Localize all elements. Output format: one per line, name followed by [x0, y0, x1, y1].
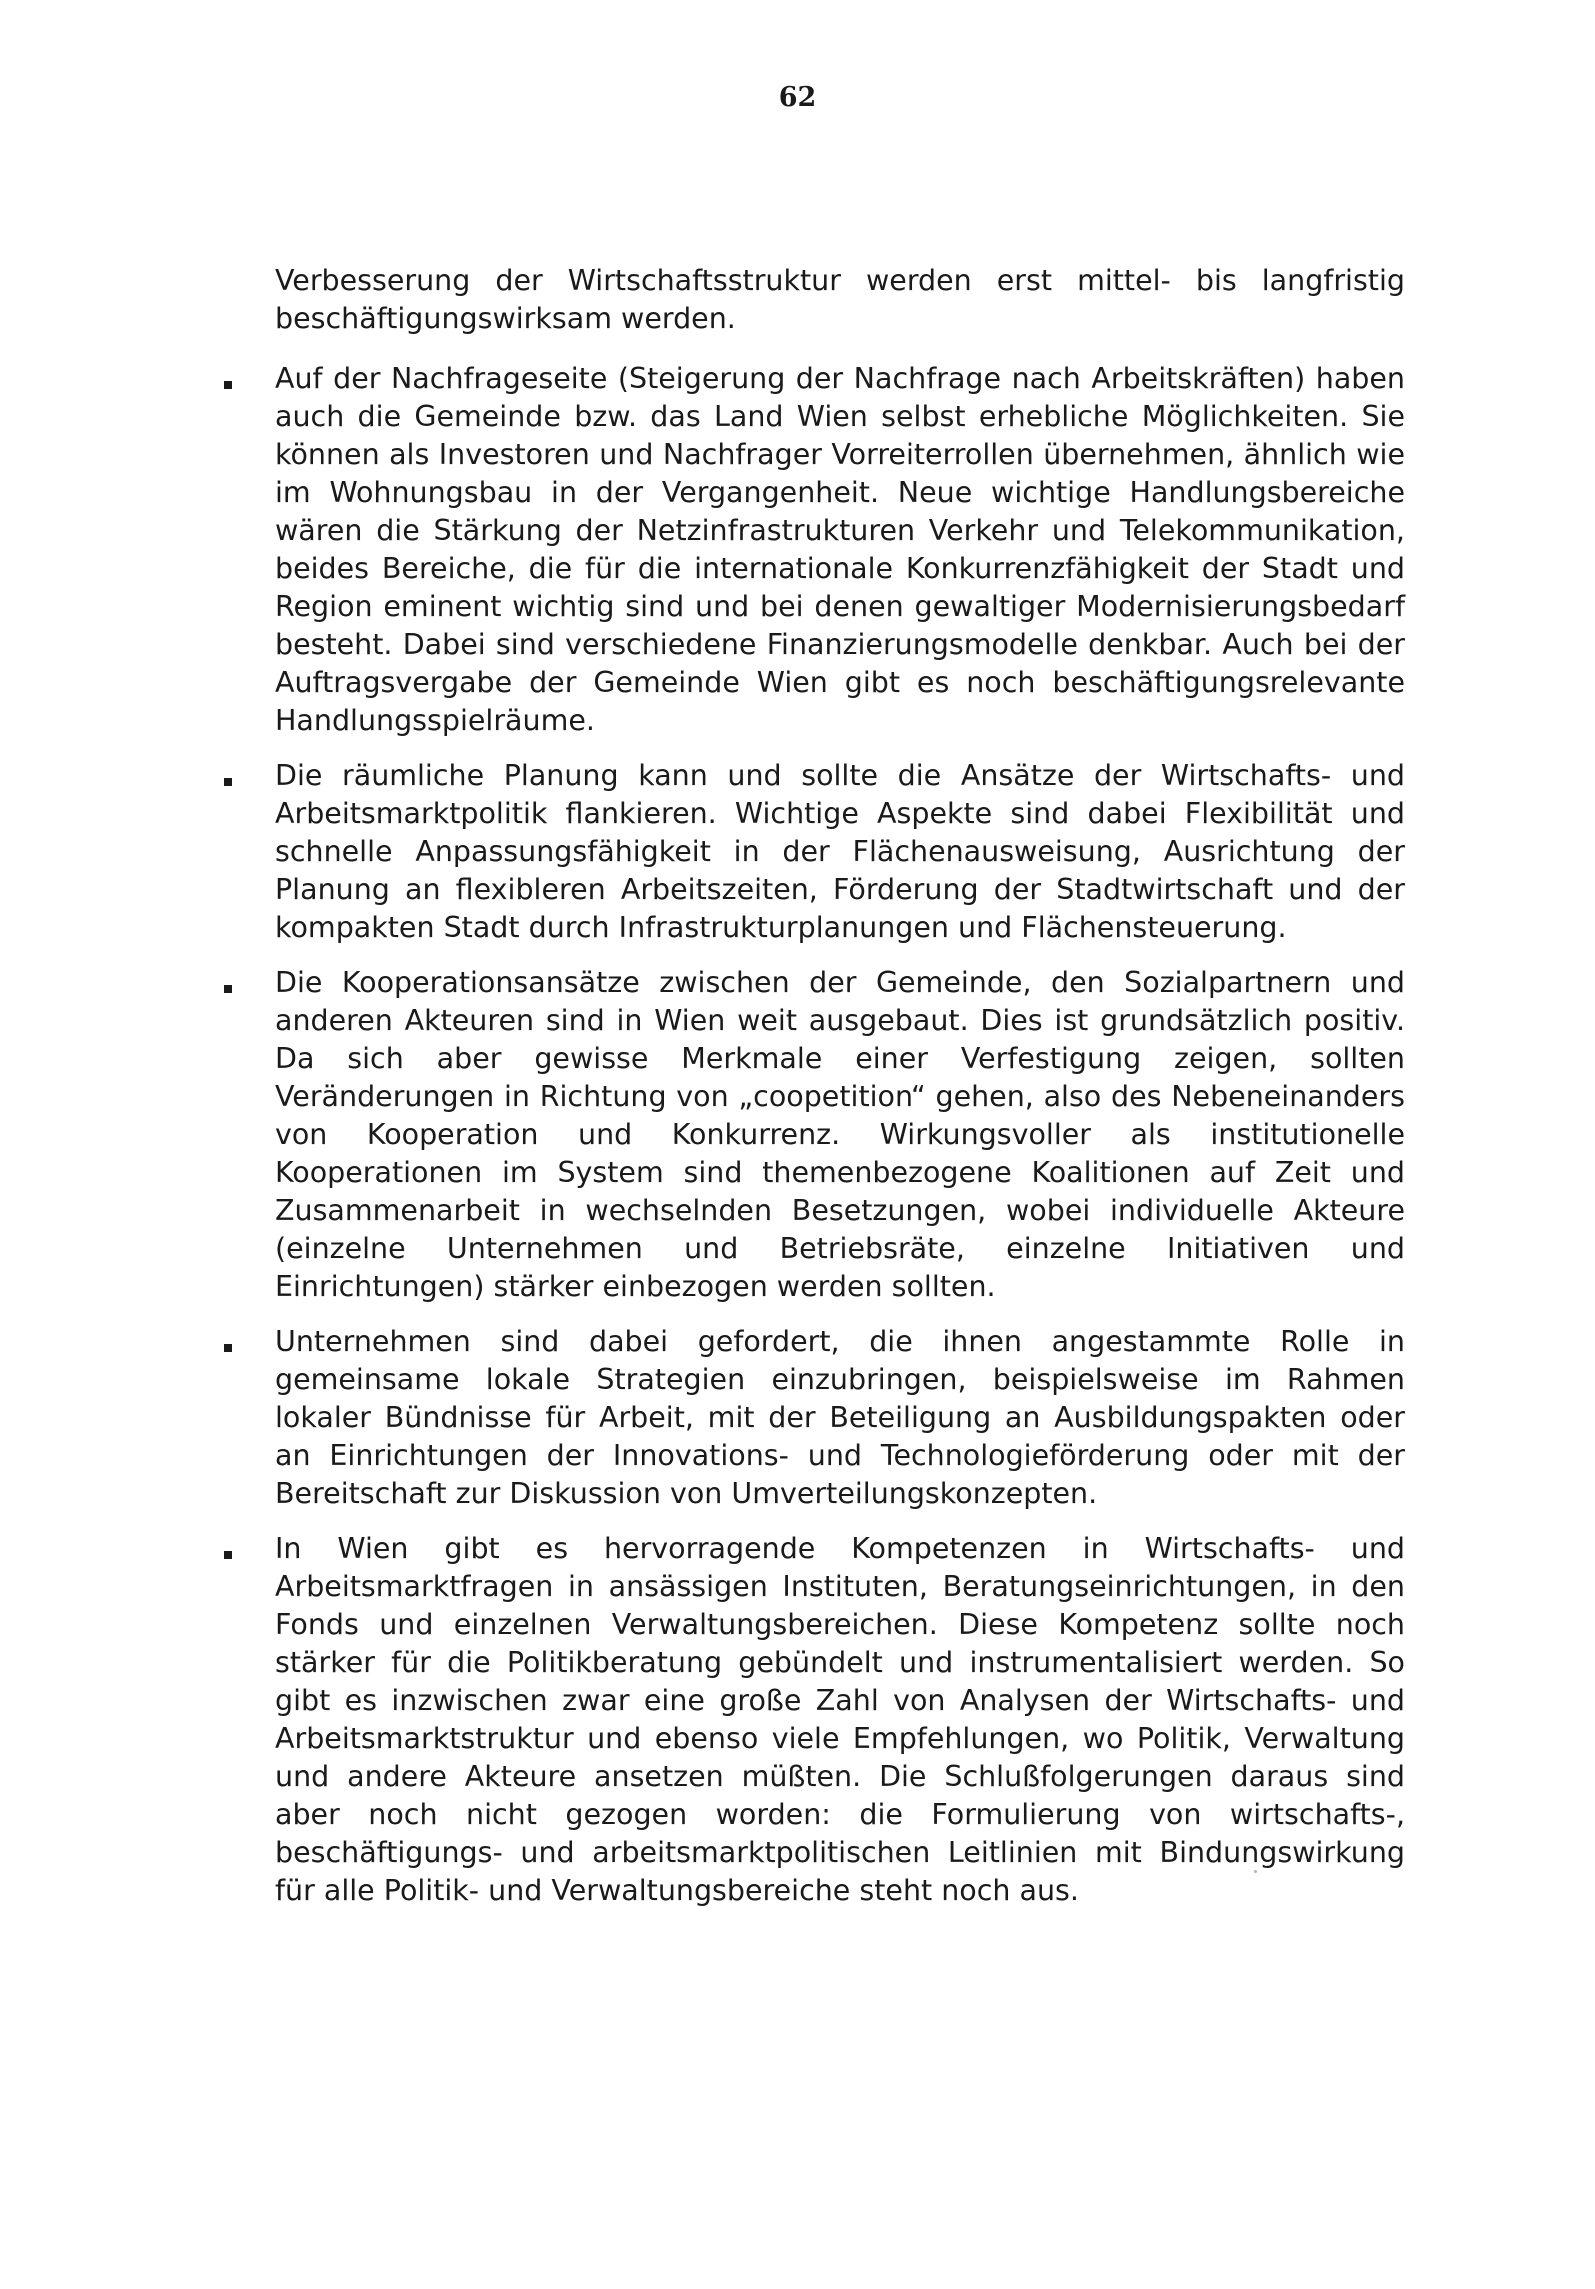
bullet-text: In Wien gibt es hervorragende Kompetenzen in Wirtschafts- und Arbeitsmarktfragen in ansässigen Instituten, Beratungseinrichtungen, in den Fonds und einzelnen Verwaltungsbereichen. Diese Kompetenz sollte noch stärker für die Politikberatung gebündelt und instrumentalisiert werden. So gibt es inzwischen zwar eine große Zahl von Analysen der Wirtschafts- und Arbeitsmarktstruktur und ebenso viele Empfehlungen, wo Politik, Verwaltung und andere Akteure ansetzen müßten. Die Schlußfolgerungen daraus sind aber noch nicht gezogen worden: die Formulierung von wirtschafts-, beschäftigungs- und arbeitsmarktpolitischen Leitlinien mit Bindungswirkung für alle Politik- und Verwaltungsbereiche steht noch aus.: [275, 1532, 1405, 1907]
scan-artifact: [1254, 1870, 1257, 1873]
bullet-text: Auf der Nachfrageseite (Steigerung der Nachfrage nach Arbeitskräften) haben auch die Gemeinde bzw. das Land Wien selbst erhebliche Möglichkeiten. Sie können als Investoren und Nachfrager Vorreiterrollen übernehmen, ähnlich wie im Wohnungsbau in der Vergangenheit. Neue wichtige Handlungsbereiche wären die Stärkung der Netzinfrastrukturen Verkehr und Telekommunikation, beides Bereiche, die für die internationale Konkurrenzfähigkeit der Stadt und Region eminent wichtig sind und bei denen gewaltiger Modernisierungsbedarf besteht. Dabei sind verschiedene Finanzierungsmodelle denkbar. Auch bei der Auftragsvergabe der Gemeinde Wien gibt es noch beschäftigungsrelevante Handlungsspielräume.: [275, 362, 1405, 737]
page-number: 62: [778, 82, 817, 113]
bullet-square-icon: [224, 778, 232, 786]
bullet-list: [275, 360, 1405, 1927]
bullet-square-icon: [224, 381, 232, 389]
bullet-item-enterprises: [275, 1323, 1405, 1513]
bullet-text: Die Kooperationsansätze zwischen der Gemeinde, den Sozialpartnern und anderen Akteuren sind in Wien weit ausgebaut. Dies ist grundsätzlich positiv. Da sich aber gewisse Merkmale einer Verfestigung zeigen, sollten Veränderungen in Richtung von „coopetition“ gehen, also des Nebeneinanders von Kooperation und Konkurrenz. Wirkungsvoller als institutionelle Kooperationen im System sind themenbezogene Koalitionen auf Zeit und Zusammenarbeit in wechselnden Besetzungen, wobei individuelle Akteure (einzelne Unternehmen und Betriebsräte, einzelne Initiativen und Einrichtungen) stärker einbezogen werden sollten.: [275, 966, 1405, 1303]
bullet-text: Die räumliche Planung kann und sollte die Ansätze der Wirtschafts- und Arbeitsmarktpolitik flankieren. Wichtige Aspekte sind dabei Flexibilität und schnelle Anpassungsfähigkeit in der Flächenausweisung, Ausrichtung der Planung an flexibleren Arbeitszeiten, Förderung der Stadtwirtschaft und der kompakten Stadt durch Infrastrukturplanungen und Flächensteuerung.: [275, 759, 1405, 944]
bullet-item-spatial-planning: [275, 757, 1405, 947]
bullet-item-investment: [275, 360, 1405, 740]
bullet-item-competences: [275, 1530, 1405, 1910]
bullet-square-icon: [224, 1551, 232, 1559]
bullet-square-icon: [224, 1344, 232, 1352]
bullet-text: Unternehmen sind dabei gefordert, die ihnen angestammte Rolle in gemeinsame lokale Strategien einzubringen, beispielsweise im Rahmen lokaler Bündnisse für Arbeit, mit der Beteiligung an Ausbildungspakten oder an Einrichtungen der Innovations- und Technologieförderung oder mit der Bereitschaft zur Diskussion von Umverteilungskonzepten.: [275, 1325, 1405, 1510]
bullet-square-icon: [224, 985, 232, 993]
bullet-item-cooperation: [275, 964, 1405, 1306]
intro-paragraph: Verbesserung der Wirtschaftsstruktur werden erst mittel- bis langfristig beschäftigungswirksam werden.: [275, 264, 1405, 335]
